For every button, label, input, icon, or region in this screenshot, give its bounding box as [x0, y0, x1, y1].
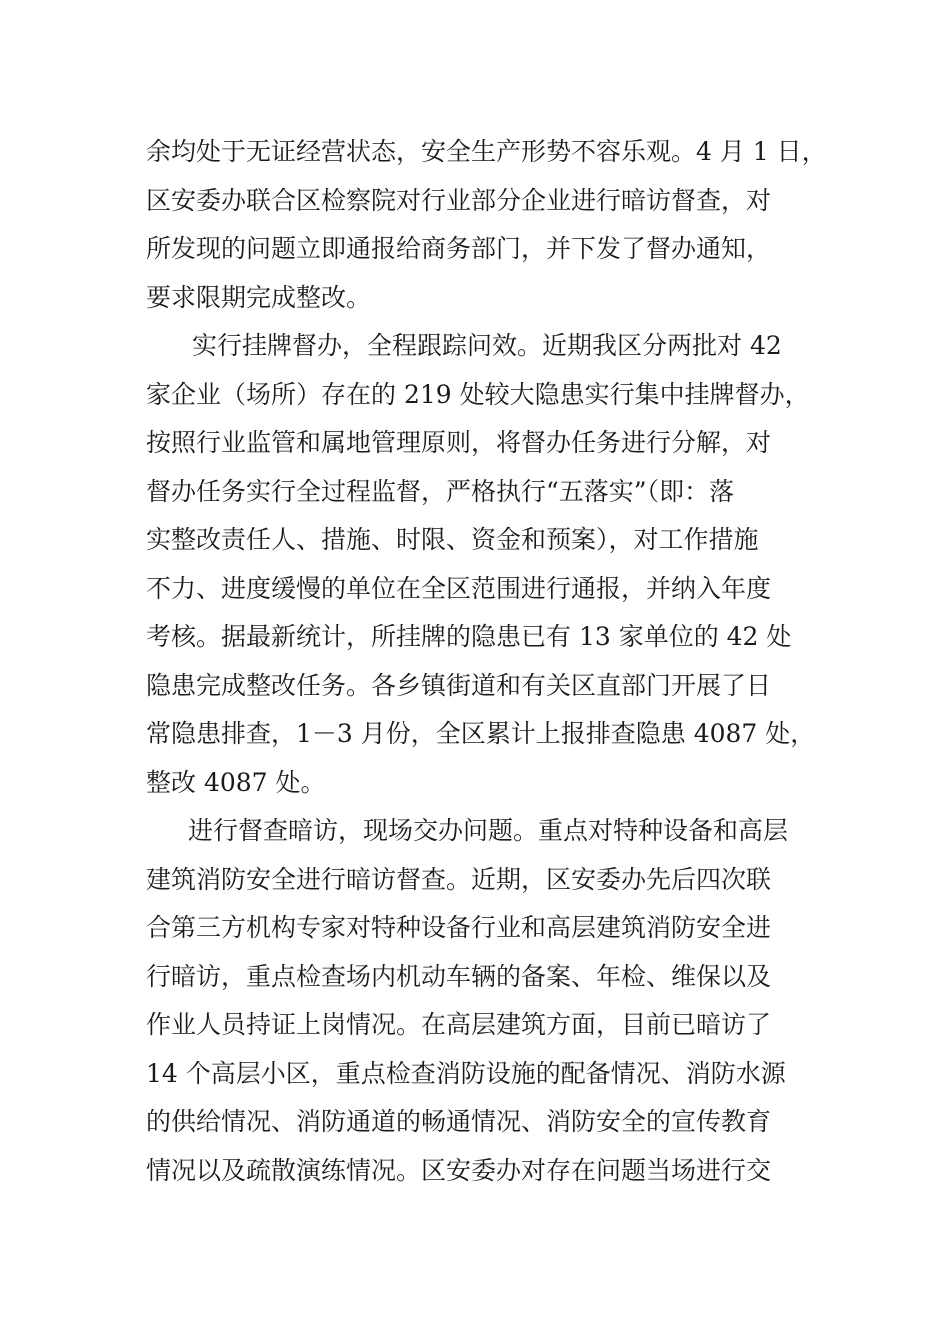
text-line: 考核。据最新统计，所挂牌的隐患已有 13 家单位的 42 处	[146, 622, 792, 651]
text-line: 区安委办联合区检察院对行业部分企业进行暗访督查，对	[146, 185, 772, 215]
text-line: 家企业（场所）存在的 219 处较大隐患实行集中挂牌督办，	[146, 379, 810, 409]
text-line: 14 个高层小区，重点检查消防设施的配备情况、消防水源	[146, 1058, 786, 1088]
text-line: 实整改责任人、措施、时限、资金和预案），对工作措施	[146, 525, 759, 554]
text-line: 按照行业监管和属地管理原则，将督办任务进行分解，对	[146, 428, 772, 457]
text-line: 建筑消防安全进行暗访督查。近期，区安委办先后四次联	[146, 864, 772, 894]
text-line: 隐患完成整改任务。各乡镇街道和有关区直部门开展了日	[146, 670, 772, 700]
text-line: 情况以及疏散演练情况。区安委办对存在问题当场进行交	[146, 1155, 772, 1185]
text-line: 要求限期完成整改。	[146, 282, 372, 312]
text-line: 整改 4087 处。	[146, 767, 326, 797]
document-body	[146, 128, 827, 1195]
text-line: 余均处于无证经营状态，安全生产形势不容乐观。4 月 1 日，	[146, 137, 827, 166]
text-line: 行暗访，重点检查场内机动车辆的备案、年检、维保以及	[146, 961, 772, 991]
text-line: 的供给情况、消防通道的畅通情况、消防安全的宣传教育	[146, 1107, 772, 1136]
text-line: 不力、进度缓慢的单位在全区范围进行通报，并纳入年度	[146, 573, 772, 603]
text-line: 合第三方机构专家对特种设备行业和高层建筑消防安全进	[146, 913, 772, 942]
paragraph-first-line: 进行督查暗访，现场交办问题。重点对特种设备和高层	[188, 816, 789, 845]
paragraph-first-line: 实行挂牌督办，全程跟踪问效。近期我区分两批对 42	[192, 331, 782, 360]
text-line: 常隐患排查，1－3 月份，全区累计上报排查隐患 4087 处，	[146, 719, 816, 748]
text-line: 所发现的问题立即通报给商务部门，并下发了督办通知，	[146, 234, 772, 263]
text-line: 督办任务实行全过程监督，严格执行“五落实”（即：落	[146, 476, 735, 506]
text-line: 作业人员持证上岗情况。在高层建筑方面，目前已暗访了	[146, 1010, 772, 1039]
